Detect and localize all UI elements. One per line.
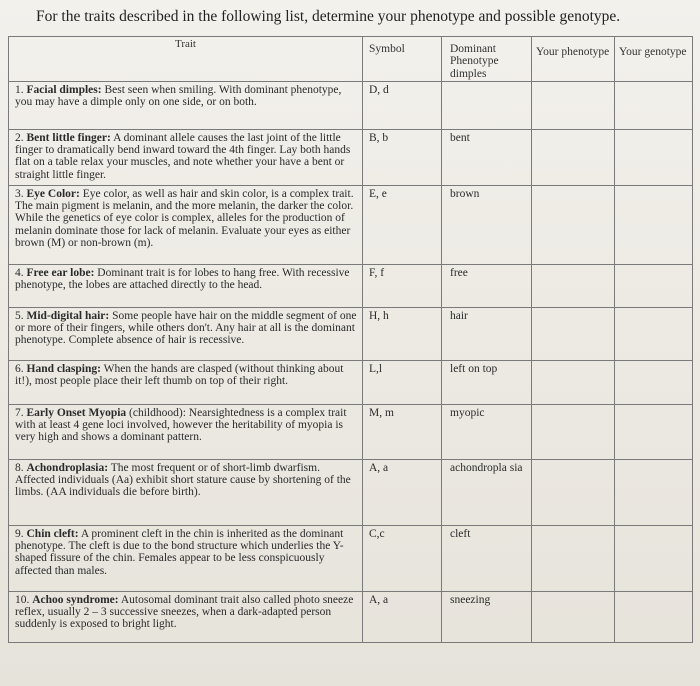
symbol-value: M, m <box>369 406 394 419</box>
trait-number: 3. <box>15 187 24 200</box>
symbol-cell <box>363 404 442 459</box>
your-genotype-cell[interactable] <box>615 129 693 185</box>
dominant-phenotype-cell <box>442 129 532 185</box>
symbol-cell <box>363 591 442 642</box>
symbol-cell <box>363 360 442 404</box>
dominant-phenotype-cell <box>442 264 532 307</box>
table-row <box>9 129 693 185</box>
dominant-phenotype-value: myopic <box>450 406 485 419</box>
table-row <box>9 360 693 404</box>
trait-description-cell <box>9 307 363 360</box>
trait-description-cell <box>9 360 363 404</box>
trait-description: (childhood): Nearsightedness is a complex trait with at least 4 gene loci involved, however the heritability of myopia is very high and shows a dominant pattern. <box>15 406 347 444</box>
your-genotype-cell[interactable] <box>615 360 693 404</box>
trait-name: Chin cleft: <box>26 527 79 540</box>
trait-description: The most frequent or of short-limb dwarfism. Affected individuals (Aa) exhibit short stature cause by shortening of the limbs. (AA individuals die before birth). <box>15 461 351 499</box>
your-genotype-cell[interactable] <box>615 307 693 360</box>
trait-name: Mid-digital hair: <box>26 309 110 322</box>
trait-number: 9. <box>15 527 24 540</box>
your-genotype-cell[interactable] <box>615 591 693 642</box>
your-genotype-cell[interactable] <box>615 81 693 129</box>
your-phenotype-cell[interactable] <box>532 591 615 642</box>
dominant-phenotype-value: hair <box>450 309 468 322</box>
table-row <box>9 307 693 360</box>
dominant-phenotype-value: bent <box>450 131 470 144</box>
trait-number: 4. <box>15 266 24 279</box>
trait-name: Achoo syndrome: <box>32 593 119 606</box>
trait-description: Dominant trait is for lobes to hang free. With recessive phenotype, the lobes are attached directly to the head. <box>15 266 350 292</box>
symbol-cell <box>363 81 442 129</box>
symbol-cell <box>363 129 442 185</box>
table-row <box>9 185 693 264</box>
worksheet-heading: For the traits described in the following list, determine your phenotype and possible genotype. <box>36 8 621 25</box>
dominant-phenotype-cell <box>442 525 532 591</box>
dominant-phenotype-cell <box>442 459 532 525</box>
symbol-value: L,l <box>369 362 383 375</box>
trait-description-cell <box>9 185 363 264</box>
trait-description-cell <box>9 459 363 525</box>
your-genotype-cell[interactable] <box>615 264 693 307</box>
trait-description: Autosomal dominant trait also called photo sneeze reflex, usually 2 – 3 successive sneezes, when a dark-adapted person suddenly is exposed to bright light. <box>15 593 354 631</box>
symbol-cell <box>363 185 442 264</box>
table-row <box>9 591 693 642</box>
symbol-value: B, b <box>369 131 389 144</box>
your-phenotype-cell[interactable] <box>532 525 615 591</box>
trait-name: Achondroplasia: <box>26 461 109 474</box>
trait-number: 7. <box>15 406 24 419</box>
symbol-value: F, f <box>369 266 385 279</box>
traits-table <box>8 36 693 643</box>
dominant-phenotype-cell <box>442 81 532 129</box>
dominant-phenotype-value: left on top <box>450 362 498 375</box>
trait-number: 2. <box>15 131 24 144</box>
trait-description-cell <box>9 404 363 459</box>
dominant-phenotype-value: cleft <box>450 527 471 540</box>
trait-number: 10. <box>15 593 30 606</box>
your-phenotype-cell[interactable] <box>532 360 615 404</box>
trait-description-cell <box>9 525 363 591</box>
your-phenotype-cell[interactable] <box>532 404 615 459</box>
symbol-cell <box>363 264 442 307</box>
trait-description: A dominant allele causes the last joint of the little finger to dramatically bend inward toward the 4th finger. Lay both hands flat on a table relax your muscles, and note whether your have a bent or straight little finger. <box>15 131 351 181</box>
symbol-value: C,c <box>369 527 385 540</box>
symbol-value: A, a <box>369 461 389 474</box>
trait-number: 5. <box>15 309 24 322</box>
your-genotype-cell[interactable] <box>615 185 693 264</box>
your-phenotype-cell[interactable] <box>532 459 615 525</box>
trait-name: Eye Color: <box>26 187 80 200</box>
dominant-phenotype-cell <box>442 591 532 642</box>
header-row <box>9 37 693 82</box>
your-phenotype-cell[interactable] <box>532 129 615 185</box>
dominant-phenotype-value: sneezing <box>450 593 491 606</box>
dominant-phenotype-value: achondropla sia <box>450 461 523 474</box>
dominant-phenotype-value: free <box>450 266 468 279</box>
trait-description-cell <box>9 264 363 307</box>
symbol-value: D, d <box>369 83 389 96</box>
trait-description: When the hands are clasped (without thinking about it!), most people place their left thumb on top of their right. <box>15 362 344 388</box>
symbol-value: A, a <box>369 593 389 606</box>
symbol-value: E, e <box>369 187 387 200</box>
trait-name: Facial dimples: <box>26 83 102 96</box>
your-phenotype-cell[interactable] <box>532 185 615 264</box>
dominant-phenotype-value: brown <box>450 187 480 200</box>
your-phenotype-column-header: Your phenotype <box>532 37 615 82</box>
symbol-cell <box>363 459 442 525</box>
your-genotype-cell[interactable] <box>615 525 693 591</box>
symbol-value: H, h <box>369 309 389 322</box>
table-row <box>9 404 693 459</box>
symbol-column-header: Symbol <box>363 37 442 82</box>
trait-number: 8. <box>15 461 24 474</box>
trait-description: A prominent cleft in the chin is inherited as the dominant phenotype. The cleft is due to the bond structure which underlies the Y-shaped fissure of the chin. Females appear to be less conspicuously affected than males. <box>15 527 344 577</box>
trait-description: Eye color, as well as hair and skin color, is a complex trait. The main pigment is melanin, and the more melanin, the darker the color. While the genetics of eye color is complex, alleles for the production of melanin dominate those for lack of melanin. Evaluate your eyes as either brown (M) or non-brown (m). <box>15 187 354 250</box>
your-genotype-column-header: Your genotype <box>615 37 693 82</box>
your-phenotype-cell[interactable] <box>532 81 615 129</box>
your-phenotype-cell[interactable] <box>532 264 615 307</box>
trait-name: Hand clasping: <box>26 362 101 375</box>
trait-description-cell <box>9 129 363 185</box>
table-row <box>9 264 693 307</box>
dominant-phenotype-cell <box>442 307 532 360</box>
your-genotype-cell[interactable] <box>615 404 693 459</box>
dominant-phenotype-cell <box>442 185 532 264</box>
trait-number: 6. <box>15 362 24 375</box>
trait-description-cell <box>9 81 363 129</box>
your-genotype-cell[interactable] <box>615 459 693 525</box>
trait-number: 1. <box>15 83 24 96</box>
table-row <box>9 81 693 129</box>
trait-name: Free ear lobe: <box>26 266 95 279</box>
trait-description-cell <box>9 591 363 642</box>
trait-description: Some people have hair on the middle segment of one or more of their fingers, while others don't. Any hair at all is the dominant phenotype. Complete absence of hair is recessive. <box>15 309 357 347</box>
table-row <box>9 459 693 525</box>
symbol-cell <box>363 525 442 591</box>
dominant-phenotype-cell <box>442 404 532 459</box>
trait-name: Early Onset Myopia <box>26 406 127 419</box>
trait-description: Best seen when smiling. With dominant phenotype, you may have a dimple only on one side, or on both. <box>15 83 342 109</box>
table-row <box>9 525 693 591</box>
trait-column-header: Trait <box>9 37 363 82</box>
your-phenotype-cell[interactable] <box>532 307 615 360</box>
dominant-phenotype-cell <box>442 360 532 404</box>
dominant-phenotype-column-header: Dominant Phenotype dimples <box>442 37 532 82</box>
symbol-cell <box>363 307 442 360</box>
trait-name: Bent little finger: <box>26 131 111 144</box>
